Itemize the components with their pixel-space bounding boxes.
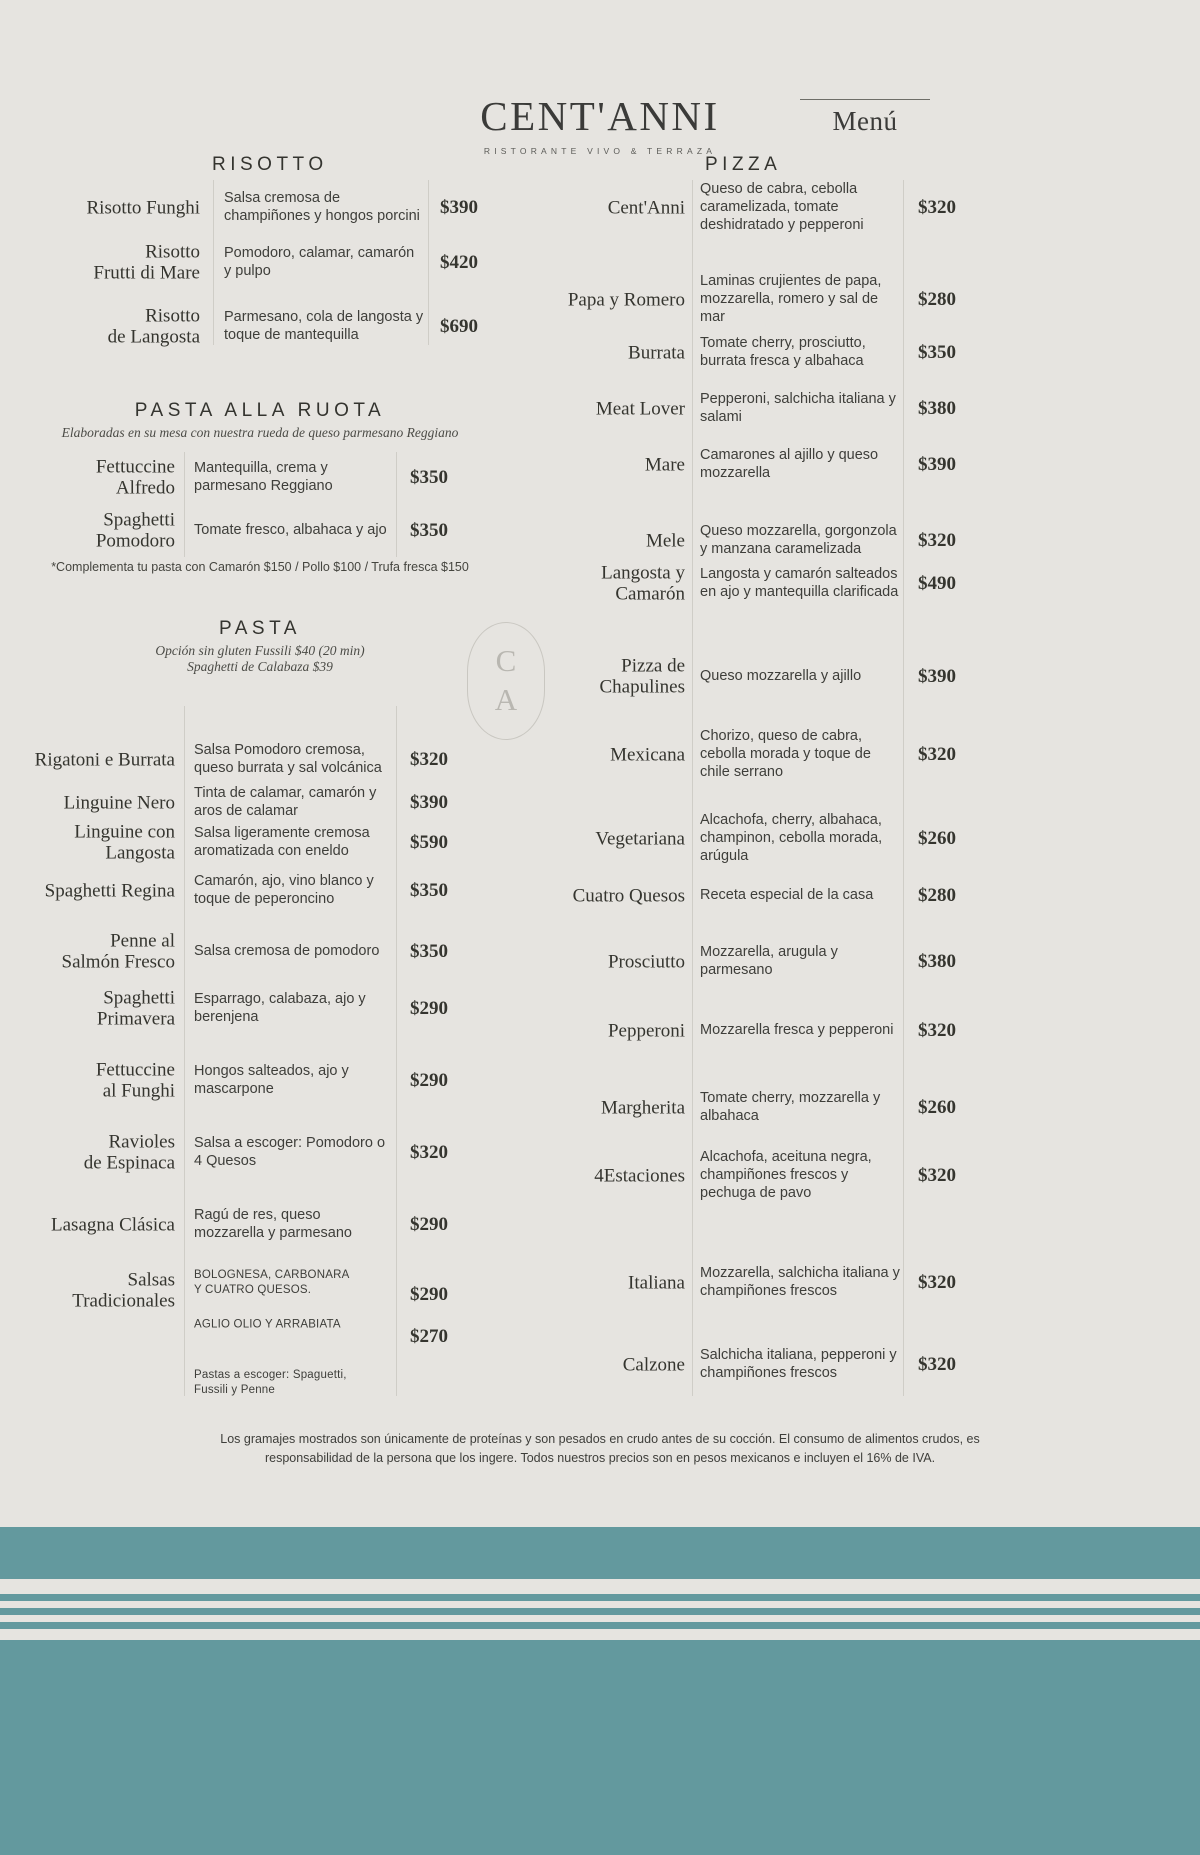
item-price: $320 <box>918 530 956 551</box>
item-price: $380 <box>918 951 956 972</box>
item-description: Esparrago, calabaza, ajo y berenjena <box>194 991 366 1025</box>
menu-row <box>0 930 520 973</box>
item-description: Mantequilla, crema y parmesano Reggiano <box>194 460 333 494</box>
item-price: $280 <box>918 885 956 906</box>
menu-row <box>0 241 520 284</box>
pizza-name-divider <box>692 180 693 1396</box>
salsas-description: BOLOGNESA, CARBONARA Y CUATRO QUESOS. <box>194 1269 350 1296</box>
item-name: Meat Lover <box>595 398 685 420</box>
menu-row <box>0 456 520 499</box>
pasta-subtitle-1: Opción sin gluten Fussili $40 (20 min) <box>155 643 365 658</box>
menu-row <box>0 742 520 776</box>
item-description: Salchicha italiana, pepperoni y champiñones frescos <box>700 1347 897 1381</box>
item-name: Risotto Funghi <box>86 197 200 219</box>
item-price: $280 <box>918 289 956 310</box>
item-price: $420 <box>440 252 478 273</box>
item-name: Papa y Romero <box>567 289 685 311</box>
item-name: Linguine con Langosta <box>74 821 175 864</box>
menu-row <box>0 1090 956 1124</box>
menu-row <box>0 305 520 348</box>
monogram-letter-c: C <box>495 643 517 679</box>
legal-footer <box>100 1430 1100 1468</box>
footer-band-bottom <box>0 1640 1200 1855</box>
menu-title: Menú <box>832 106 898 136</box>
item-description: Tomate cherry, prosciutto, burrata fresca y albahaca <box>700 335 866 369</box>
item-name: Fettuccine Alfredo <box>95 456 175 499</box>
monogram-letter-a: A <box>494 682 518 717</box>
menu-row <box>0 1131 520 1174</box>
item-name: Margherita <box>600 1097 685 1119</box>
item-description: Langosta y camarón salteados en ajo y mantequilla clarificada <box>700 566 899 600</box>
pastas-escoger-note: Pastas a escoger: Spaguetti, Fussili y Penne <box>194 1369 347 1396</box>
risotto-heading-text: RISOTTO <box>212 154 328 175</box>
item-name: Spaghetti Regina <box>44 880 175 902</box>
menu-row <box>0 785 520 819</box>
item-description: Mozzarella, salchicha italiana y champiñones frescos <box>700 1265 900 1299</box>
pasta-divider <box>184 706 185 1396</box>
item-description: Pomodoro, calamar, camarón y pulpo <box>224 245 415 279</box>
menu-row <box>0 509 520 552</box>
pasta-heading <box>0 618 520 675</box>
item-name: Mele <box>645 530 685 552</box>
menu-title-block <box>795 99 935 137</box>
item-description: Hongos salteados, ajo y mascarpone <box>194 1063 349 1097</box>
restaurant-tagline: RISTORANTE VIVO & TERRAZA <box>483 146 717 156</box>
salsas-price: $270 <box>410 1326 448 1347</box>
item-price: $260 <box>918 828 956 849</box>
item-name: Rigatoni e Burrata <box>34 749 175 771</box>
item-price: $350 <box>410 467 448 488</box>
item-name: Risotto de Langosta <box>107 305 200 348</box>
pizza-heading-text: PIZZA <box>705 154 782 175</box>
restaurant-name: CENT'ANNI <box>480 93 720 139</box>
item-name: 4Estaciones <box>594 1165 685 1187</box>
menu-row <box>0 987 520 1030</box>
item-price: $320 <box>918 1165 956 1186</box>
item-price: $260 <box>918 1097 956 1118</box>
item-price: $380 <box>918 398 956 419</box>
brand-header <box>0 93 1200 156</box>
item-name: Calzone <box>622 1354 685 1376</box>
pizza-price-divider <box>903 180 904 1396</box>
item-price: $350 <box>410 941 448 962</box>
risotto-section-heading <box>212 154 328 176</box>
item-description: Ragú de res, queso mozzarella y parmesano <box>194 1207 352 1241</box>
item-description: Queso mozzarella y ajillo <box>700 668 862 685</box>
legal-footer-line-2: responsabilidad de la persona que los ingere. Todos nuestros precios son en pesos mexicanos e incluyen el 16% de IVA. <box>264 1450 936 1465</box>
item-price: $290 <box>410 1214 448 1235</box>
item-price: $350 <box>410 520 448 541</box>
pizza-section-heading <box>705 154 781 176</box>
menu-title-rule <box>800 99 930 100</box>
pasta-price-divider <box>396 706 397 1396</box>
item-name: Spaghetti Pomodoro <box>95 509 175 552</box>
item-name: Ravioles de Espinaca <box>83 1131 175 1174</box>
item-name: Pizza de Chapulines <box>599 655 685 698</box>
menu-row <box>0 1059 520 1102</box>
item-price: $290 <box>410 1070 448 1091</box>
salsas-description: AGLIO OLIO Y ARRABIATA <box>194 1318 341 1331</box>
item-description: Salsa cremosa de champiñones y hongos porcini <box>224 190 420 224</box>
item-description: Chorizo, queso de cabra, cebolla morada y toque de chile serrano <box>700 728 871 780</box>
item-name: Penne al Salmón Fresco <box>61 930 175 973</box>
item-description: Salsa cremosa de pomodoro <box>194 943 380 960</box>
footer-band-main <box>0 1527 1200 1579</box>
item-price: $390 <box>918 666 956 687</box>
item-description: Queso mozzarella, gorgonzola y manzana caramelizada <box>700 523 897 557</box>
item-price: $390 <box>410 792 448 813</box>
item-description: Laminas crujientes de papa, mozzarella, romero y sal de mar <box>700 273 882 325</box>
item-name: Vegetariana <box>595 828 685 850</box>
item-price: $350 <box>918 342 956 363</box>
item-description: Receta especial de la casa <box>700 887 874 904</box>
item-name: Linguine Nero <box>63 792 175 814</box>
footer-stripe-2 <box>0 1608 1200 1615</box>
item-description: Mozzarella, arugula y parmesano <box>700 944 838 978</box>
pasta-ruota-heading <box>0 400 520 441</box>
item-description: Tinta de calamar, camarón y aros de calamar <box>194 785 377 819</box>
item-description: Salsa Pomodoro cremosa, queso burrata y sal volcánica <box>194 742 382 776</box>
item-name: Fettuccine al Funghi <box>95 1059 175 1102</box>
footer-stripe-3 <box>0 1622 1200 1629</box>
pasta-subtitle-2: Spaghetti de Calabaza $39 <box>187 659 333 674</box>
footer-band-gap <box>0 1579 1200 1594</box>
item-price: $320 <box>410 749 448 770</box>
item-name: Cuatro Quesos <box>572 885 685 907</box>
item-name: Pepperoni <box>607 1020 685 1042</box>
menu-row <box>0 821 520 864</box>
item-price: $390 <box>918 454 956 475</box>
item-price: $290 <box>410 998 448 1019</box>
item-description: Parmesano, cola de langosta y toque de mantequilla <box>224 309 424 343</box>
item-description: Alcachofa, aceituna negra, champiñones frescos y pechuga de pavo <box>700 1149 872 1201</box>
item-description: Salsa a escoger: Pomodoro o 4 Quesos <box>194 1135 386 1169</box>
item-price: $690 <box>440 316 478 337</box>
item-name: Mexicana <box>610 744 685 766</box>
item-name: Spaghetti Primavera <box>96 987 175 1030</box>
item-name: Cent'Anni <box>607 197 685 219</box>
item-price: $320 <box>918 1020 956 1041</box>
item-description: Camarones al ajillo y queso mozzarella <box>700 447 879 481</box>
item-description: Camarón, ajo, vino blanco y toque de peperoncino <box>194 873 374 907</box>
menu-row <box>0 335 956 369</box>
item-price: $320 <box>918 1272 956 1293</box>
item-description: Salsa ligeramente cremosa aromatizada con eneldo <box>194 825 370 859</box>
item-description: Pepperoni, salchicha italiana y salami <box>700 391 896 425</box>
menu-row <box>0 1020 956 1042</box>
footer-stripe-1 <box>0 1594 1200 1601</box>
pasta-heading-text: PASTA <box>219 618 301 639</box>
item-price: $320 <box>918 744 956 765</box>
item-name: Risotto Frutti di Mare <box>93 241 200 284</box>
item-description: Mozzarella fresca y pepperoni <box>700 1022 894 1039</box>
item-price: $320 <box>918 1354 956 1375</box>
item-description: Alcachofa, cherry, albahaca, champinon, cebolla morada, arúgula <box>700 812 883 864</box>
menu-row <box>0 273 956 325</box>
salsas-price: $290 <box>410 1284 448 1305</box>
item-name: Lasagna Clásica <box>51 1214 175 1236</box>
item-price: $320 <box>918 197 956 218</box>
item-name: Italiana <box>628 1272 685 1294</box>
item-price: $590 <box>410 832 448 853</box>
item-price: $490 <box>918 573 956 594</box>
pasta-ruota-subtitle: Elaboradas en su mesa con nuestra rueda de queso parmesano Reggiano <box>61 425 459 440</box>
item-name: Langosta y Camarón <box>601 562 685 605</box>
item-price: $350 <box>410 880 448 901</box>
item-price: $320 <box>410 1142 448 1163</box>
salsas-tradicionales-name: Salsas Tradicionales <box>72 1269 175 1312</box>
item-description: Queso de cabra, cebolla caramelizada, tomate deshidratado y pepperoni <box>700 181 864 233</box>
item-name: Burrata <box>628 342 685 364</box>
item-description: Tomate fresco, albahaca y ajo <box>194 522 387 539</box>
menu-row <box>0 1207 520 1241</box>
complementa-note: *Complementa tu pasta con Camarón $150 / Pollo $100 / Trufa fresca $150 <box>51 560 469 574</box>
pasta-ruota-heading-text: PASTA ALLA RUOTA <box>134 400 386 421</box>
legal-footer-line-1: Los gramajes mostrados son únicamente de proteínas y son pesados en crudo antes de su cocción. El consumo de alimentos crudos, es <box>220 1432 980 1446</box>
item-description: Tomate cherry, mozzarella y albahaca <box>700 1090 881 1124</box>
item-name: Mare <box>644 454 685 476</box>
monogram-logo <box>467 622 545 740</box>
menu-row <box>0 873 520 907</box>
item-price: $390 <box>440 197 478 218</box>
menu-row <box>0 1347 956 1381</box>
item-name: Prosciutto <box>607 951 685 973</box>
